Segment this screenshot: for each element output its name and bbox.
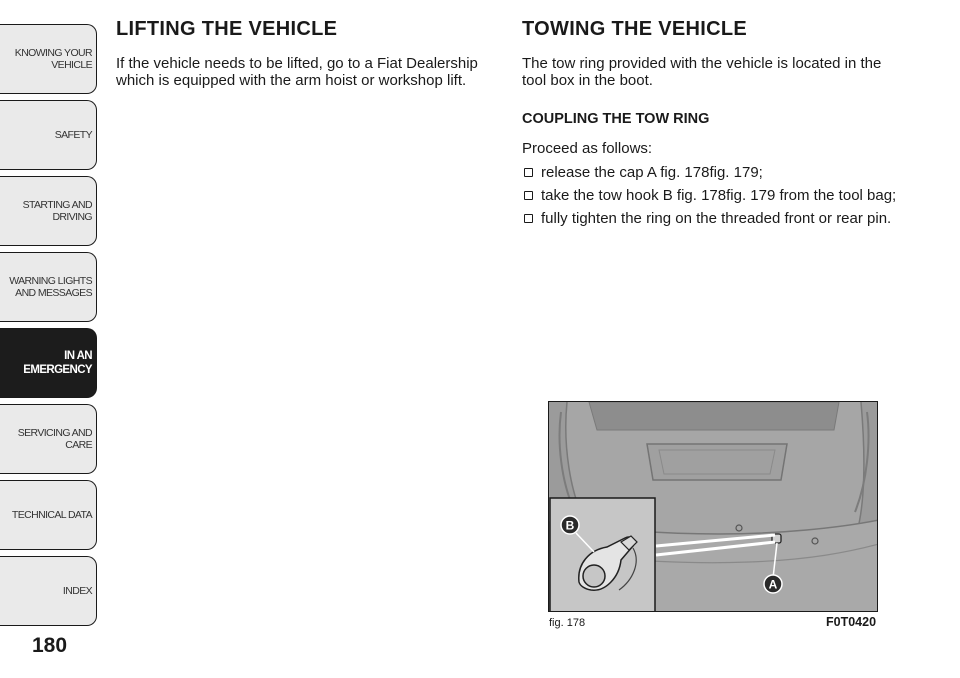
sidebar-tab-index[interactable] <box>0 556 97 626</box>
towing-title: TOWING THE VEHICLE <box>522 18 748 40</box>
lifting-title: LIFTING THE VEHICLE <box>116 18 338 40</box>
step-text: fully tighten the ring on the threaded front or rear pin. <box>541 210 892 227</box>
list-item <box>522 164 907 181</box>
figure-code: F0T0420 <box>826 615 877 629</box>
list-item <box>522 187 907 204</box>
tab-label: IN AN EMERGENCY <box>23 350 92 376</box>
sidebar-tab-technical-data[interactable] <box>0 480 97 550</box>
tab-label: KNOWING YOUR VEHICLE <box>14 47 92 71</box>
towing-body: The tow ring provided with the vehicle is located in the tool box in the boot. <box>522 55 882 89</box>
list-item <box>522 210 907 227</box>
tab-label: SERVICING AND CARE <box>17 427 92 451</box>
sidebar-tab-in-an-emergency[interactable] <box>0 328 97 398</box>
sidebar-tab-safety[interactable] <box>0 100 97 170</box>
checkbox-bullet-icon <box>524 168 533 177</box>
figure-illustration <box>548 401 878 612</box>
tab-label: STARTING AND DRIVING <box>22 199 92 223</box>
checkbox-bullet-icon <box>524 191 533 200</box>
tab-label: TECHNICAL DATA <box>11 509 92 521</box>
tab-label: WARNING LIGHTS AND MESSAGES <box>9 275 92 299</box>
proceed-intro: Proceed as follows: <box>522 140 653 157</box>
figure-caption: fig. 178 <box>549 617 586 629</box>
checkbox-bullet-icon <box>524 214 533 223</box>
sidebar-tab-knowing-your-vehicle[interactable] <box>0 24 97 94</box>
page-number: 180 <box>32 634 68 657</box>
lifting-body: If the vehicle needs to be lifted, go to a Fiat Dealership which is equipped with the arm hoist or workshop lift. <box>116 55 478 89</box>
step-text: take the tow hook B fig. 178fig. 179 from the tool bag; <box>541 187 897 204</box>
tab-label: INDEX <box>62 585 92 597</box>
coupling-subtitle: COUPLING THE TOW RING <box>522 111 710 127</box>
marker-b-label: B <box>565 518 575 533</box>
tab-label: SAFETY <box>54 129 92 141</box>
step-list <box>522 164 907 233</box>
sidebar-tab-starting-and-driving[interactable] <box>0 176 97 246</box>
tailgate-tow-ring-drawing <box>549 402 878 612</box>
sidebar-tab-warning-lights[interactable] <box>0 252 97 322</box>
marker-a-label: A <box>768 577 778 592</box>
step-text: release the cap A fig. 178fig. 179; <box>541 164 763 181</box>
sidebar-tab-servicing-and-care[interactable] <box>0 404 97 474</box>
